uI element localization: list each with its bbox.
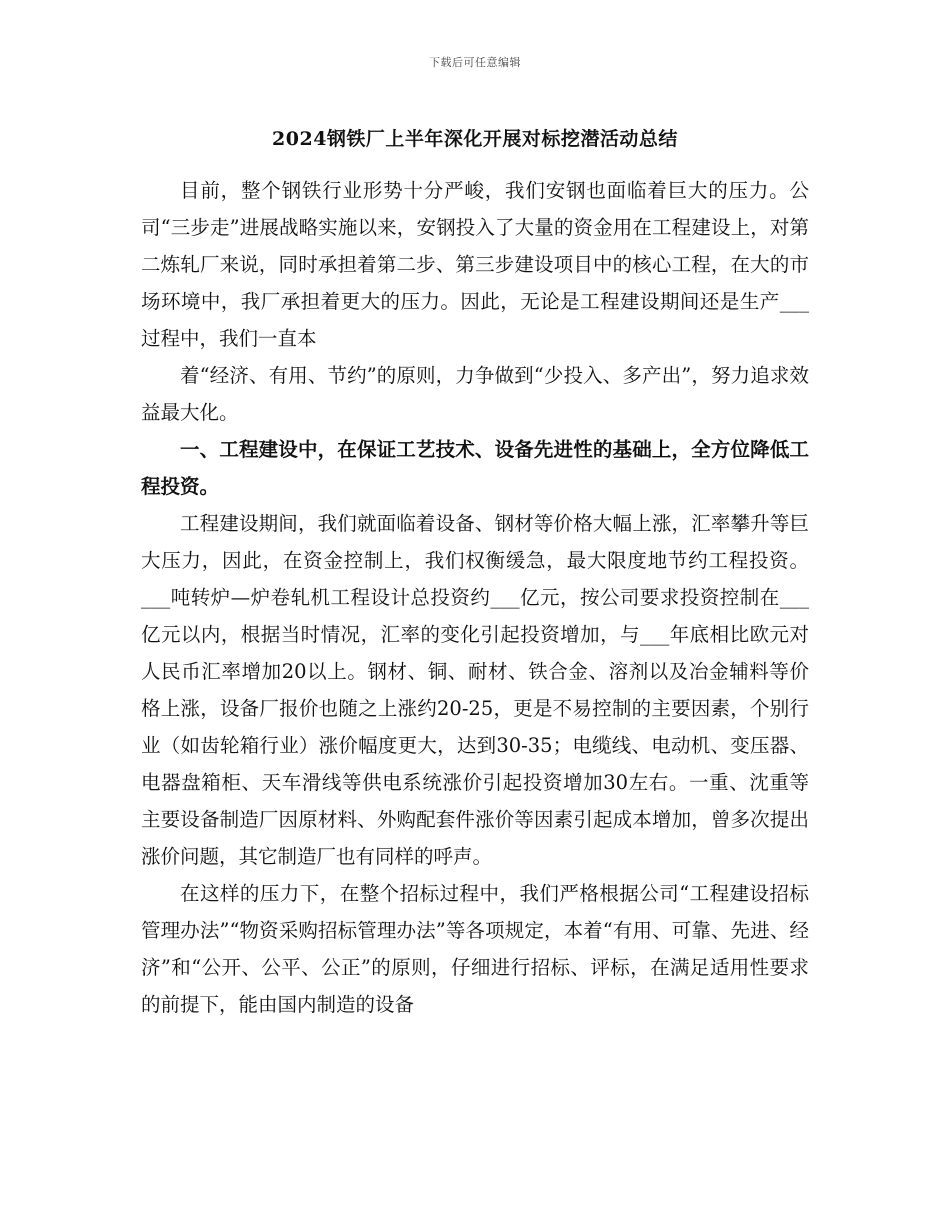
- paragraph-principle: 着“经济、有用、节约”的原则，力争做到“少投入、多产出”，努力追求效益最大化。: [141, 364, 809, 424]
- header-note: 下载后可任意编辑: [429, 56, 521, 69]
- document-body: [141, 172, 809, 1023]
- section-heading-1: 一、工程建设中，在保证工艺技术、设备先进性的基础上，全方位降低工程投资。: [141, 438, 809, 498]
- document-title: 2024钢铁厂上半年深化开展对标挖潜活动总结: [272, 128, 678, 150]
- paragraph-investment: 工程建设期间，我们就面临着设备、钢材等价格大幅上涨，汇率攀升等巨大压力，因此，在资金控制上，我们权衡缓急，最大限度地节约工程投资。___吨转炉—炉卷轧机工程设计总投资约___亿元，按公司要求投资控制在___亿元以内，根据当时情况，汇率的变化引起投资增加，与___年底相比欧元对人民币汇率增加20以上。钢材、铜、耐材、铁合金、溶剂以及冶金辅料等价格上涨，设备厂报价也随之上涨约20-25，更是不易控制的主要因素，个别行业（如齿轮箱行业）涨价幅度更大，达到30-35；电缆线、电动机、变压器、电器盘箱柜、天车滑线等供电系统涨价引起投资增加30左右。一重、沈重等主要设备制造厂因原材料、外购配套件涨价等因素引起成本增加，曾多次提出涨价问题，其它制造厂也有同样的呼声。: [141, 512, 809, 868]
- paragraph-intro: 目前，整个钢铁行业形势十分严峻，我们安钢也面临着巨大的压力。公司“三步走”进展战略实施以来，安钢投入了大量的资金用在工程建设上，对第二炼轧厂来说，同时承担着第二步、第三步建设项目中的核心工程，在大的市场环境中，我厂承担着更大的压力。因此，无论是工程建设期间还是生产___过程中，我们一直本: [141, 179, 809, 350]
- paragraph-bidding: 在这样的压力下，在整个招标过程中，我们严格根据公司“工程建设招标管理办法”“物资采购招标管理办法”等各项规定，本着“有用、可靠、先进、经济”和“公开、公平、公正”的原则，仔细进行招标、评标，在满足适用性要求的前提下，能由国内制造的设备: [141, 882, 809, 1016]
